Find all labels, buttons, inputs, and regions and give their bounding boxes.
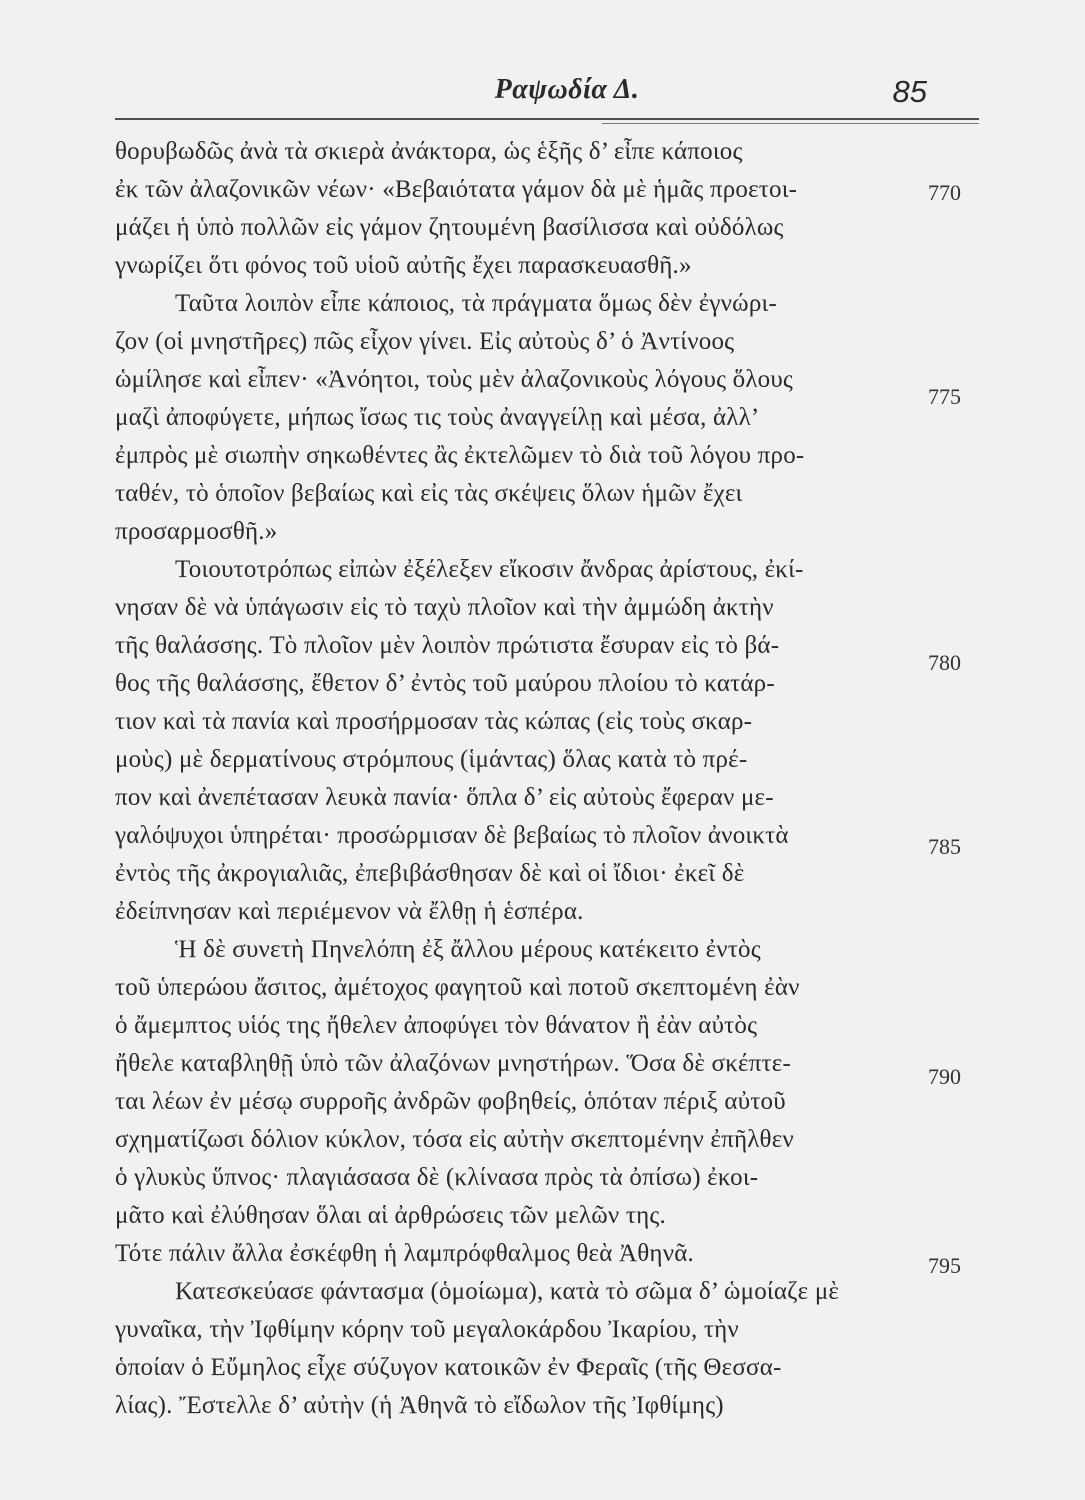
line-number-780: 780	[928, 650, 961, 675]
text-line-14: τῆς θαλάσσης. Τὸ πλοῖον μὲν λοιπὸν πρώτιστα ἔσυραν εἰς τὸ βά-	[115, 632, 780, 659]
text-line-22: Ἡ δὲ συνετὴ Πηνελόπη ἐξ ἄλλου μέρους κατέκειτο ἐντὸς	[175, 936, 761, 963]
text-line-11: προσαρμοσθῆ.»	[115, 518, 278, 545]
text-line-29: μᾶτο καὶ ἐλύθησαν ὅλαι αἱ ἀρθρώσεις τῶν μελῶν της.	[115, 1202, 666, 1229]
text-line-34: λίας). Ἔστελλε δ’ αὐτὴν (ἡ Ἀθηνᾶ τὸ εἴδωλον τῆς Ἰφθίμης)	[115, 1392, 724, 1419]
text-line-33: ὁποίαν ὁ Εὔμηλος εἶχε σύζυγον κατοικῶν ἐν Φεραῖς (τῆς Θεσσα-	[115, 1354, 782, 1381]
text-line-4: γνωρίζει ὅτι φόνος τοῦ υἱοῦ αὐτῆς ἔχει παρασκευασθῆ.»	[115, 252, 692, 279]
text-line-9: ἐμπρὸς μὲ σιωπὴν σηκωθέντες ἂς ἐκτελῶμεν τὸ διὰ τοῦ λόγου προ-	[115, 442, 805, 469]
page-number: 85	[892, 74, 927, 109]
text-line-30: Τότε πάλιν ἄλλα ἐσκέφθη ἡ λαμπρόφθαλμος θεὰ Ἀθηνᾶ.	[115, 1240, 694, 1267]
text-line-2: ἐκ τῶν ἀλαζονικῶν νέων· «Βεβαιότατα γάμον δὰ μὲ ἡμᾶς προετοι-	[115, 176, 798, 203]
text-line-21: ἐδείπνησαν καὶ περιέμενον νὰ ἔλθῃ ἡ ἑσπέρα.	[115, 898, 584, 925]
text-line-13: νησαν δὲ νὰ ὑπάγωσιν εἰς τὸ ταχὺ πλοῖον καὶ τὴν ἀμμώδη ἀκτὴν	[115, 594, 774, 621]
text-line-23: τοῦ ὑπερώου ἄσιτος, ἀμέτοχος φαγητοῦ καὶ ποτοῦ σκεπτομένη ἐὰν	[115, 974, 800, 1001]
text-line-1: θορυβωδῶς ἀνὰ τὰ σκιερὰ ἀνάκτορα, ὡς ἑξῆς δ’ εἶπε κάποιος	[115, 138, 743, 165]
text-line-10: ταθέν, τὸ ὁποῖον βεβαίως καὶ εἰς τὰς σκέψεις ὅλων ἡμῶν ἔχει	[115, 480, 743, 507]
text-line-6: ζον (οἱ μνηστῆρες) πῶς εἶχον γίνει. Εἰς αὐτοὺς δ’ ὁ Ἀντίνοος	[115, 328, 735, 355]
text-line-27: σχηματίζωσι δόλιον κύκλον, τόσα εἰς αὐτὴν σκεπτομένην ἐπῆλθεν	[115, 1126, 794, 1153]
text-line-28: ὁ γλυκὺς ὕπνος· πλαγιάσασα δὲ (κλίνασα πρὸς τὰ ὀπίσω) ἐκοι-	[115, 1164, 759, 1191]
text-line-17: μοὺς) μὲ δερματίνους στρόμπους (ἱμάντας) ὅλας κατὰ τὸ πρέ-	[115, 746, 748, 773]
text-line-19: γαλόψυχοι ὑπηρέται· προσώρμισαν δὲ βεβαίως τὸ πλοῖον ἀνοικτὰ	[115, 822, 789, 849]
text-line-18: πον καὶ ἀνεπέτασαν λευκὰ πανία· ὅπλα δ’ εἰς αὐτοὺς ἔφεραν με-	[115, 784, 774, 811]
page-header	[115, 74, 975, 119]
text-line-5: Ταῦτα λοιπὸν εἶπε κάποιος, τὰ πράγματα ὅμως δὲν ἐγνώρι-	[175, 290, 777, 317]
text-line-25: ἤθελε καταβληθῇ ὑπὸ τῶν ἀλαζόνων μνηστήρων. Ὅσα δὲ σκέπτε-	[115, 1050, 792, 1077]
line-number-770: 770	[928, 180, 961, 205]
text-line-7: ὡμίλησε καὶ εἶπεν· «Ἀνόητοι, τοὺς μὲν ἀλαζονικοὺς λόγους ὅλους	[115, 366, 794, 393]
text-line-12: Τοιουτοτρόπως εἰπὼν ἐξέλεξεν εἴκοσιν ἄνδρας ἀρίστους, ἐκί-	[175, 556, 804, 583]
text-line-26: ται λέων ἐν μέσῳ συρροῆς ἀνδρῶν φοβηθείς, ὁπόταν πέριξ αὐτοῦ	[115, 1088, 786, 1115]
line-number-775: 775	[928, 384, 961, 409]
text-line-15: θος τῆς θαλάσσης, ἔθετον δ’ ἐντὸς τοῦ μαύρου πλοίου τὸ κατάρ-	[115, 670, 775, 697]
header-rule	[115, 118, 979, 120]
text-line-3: μάζει ἡ ὑπὸ πολλῶν εἰς γάμον ζητουμένη βασίλισσα καὶ οὐδόλως	[115, 214, 784, 241]
text-line-32: γυναῖκα, τὴν Ἰφθίμην κόρην τοῦ μεγαλοκάρδου Ἰκαρίου, τὴν	[115, 1316, 739, 1343]
line-number-790: 790	[928, 1064, 961, 1089]
line-number-785: 785	[928, 834, 961, 859]
running-title: Ραψωδία Δ.	[494, 74, 640, 105]
line-number-795: 795	[928, 1253, 961, 1278]
text-line-20: ἐντὸς τῆς ἀκρογιαλιᾶς, ἐπεβιβάσθησαν δὲ καὶ οἱ ἴδιοι· ἐκεῖ δὲ	[115, 860, 745, 887]
header-rule-secondary	[602, 123, 979, 124]
text-line-8: μαζὶ ἀποφύγετε, μήπως ἴσως τις τοὺς ἀναγγείλῃ καὶ μέσα, ἀλλ’	[115, 404, 760, 431]
text-line-24: ὁ ἄμεμπτος υἱός της ἤθελεν ἀποφύγει τὸν θάνατον ἢ ἐὰν αὐτὸς	[115, 1012, 758, 1039]
text-line-31: Κατεσκεύασε φάντασμα (ὁμοίωμα), κατὰ τὸ σῶμα δ’ ὡμοίαζε μὲ	[175, 1278, 840, 1305]
text-line-16: τιον καὶ τὰ πανία καὶ προσήρμοσαν τὰς κώπας (εἰς τοὺς σκαρ-	[115, 708, 753, 735]
